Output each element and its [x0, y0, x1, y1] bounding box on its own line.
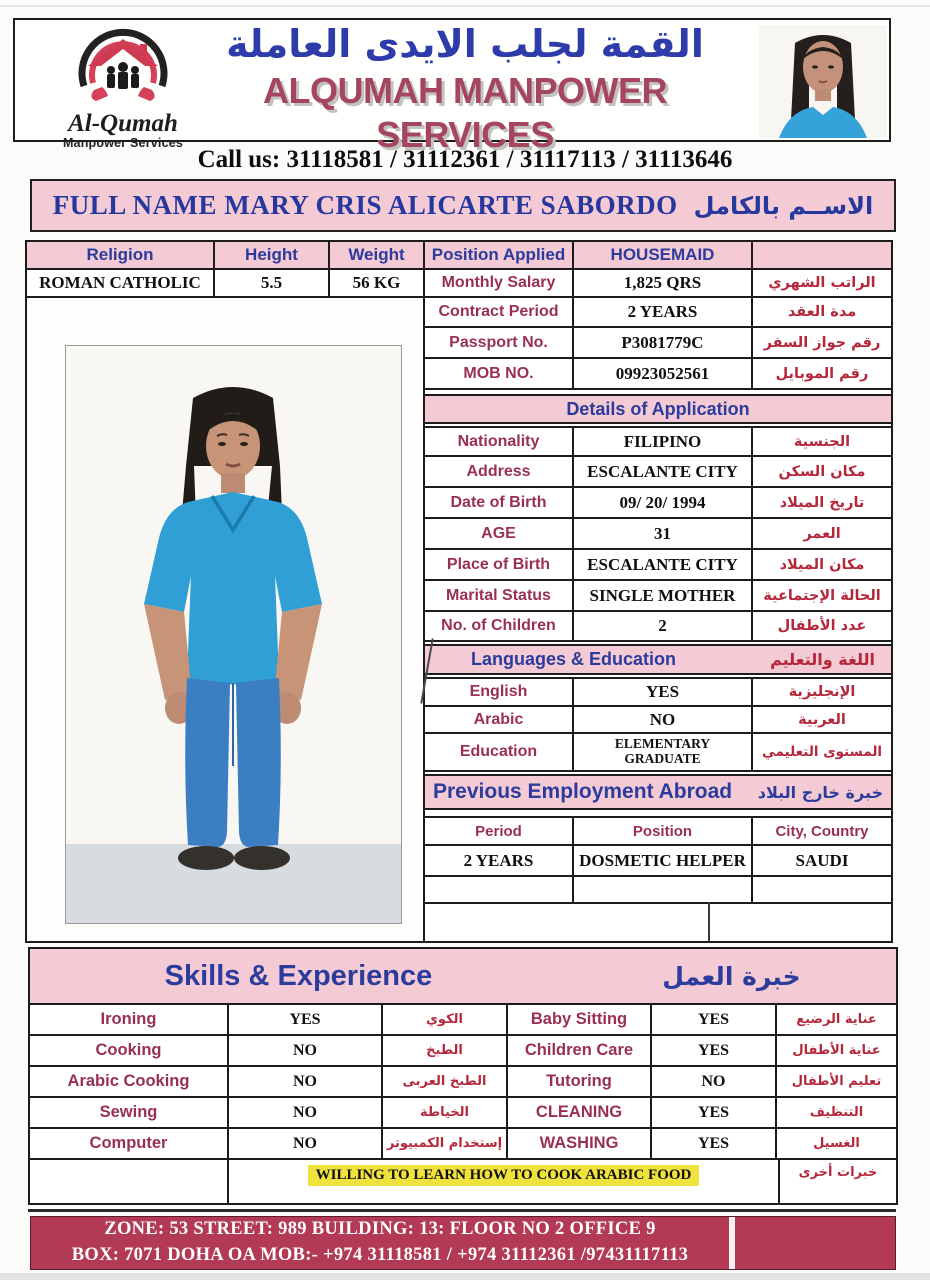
height-value: 5.5: [215, 270, 330, 298]
children-label: No. of Children: [425, 612, 574, 642]
children-arabic: عدد الأطفال: [753, 612, 891, 642]
footer-address-text: [31, 1217, 729, 1269]
contract-period-arabic: مدة العقد: [753, 298, 891, 328]
children-value: 2: [574, 612, 753, 642]
employment-empty-row: [425, 877, 891, 904]
employment-position-value: DOSMETIC HELPER: [574, 846, 753, 877]
skills-note-empty-cell: [30, 1160, 229, 1203]
skill-arabic: إستخدام الكمبيوتر: [383, 1129, 508, 1160]
header-cell-empty: [753, 242, 891, 270]
marital-status-row: [425, 581, 891, 612]
profile-header-row: [27, 242, 891, 270]
mobile-value: 09923052561: [574, 359, 753, 390]
employment-period-value: 2 YEARS: [425, 846, 574, 877]
skill-label: Arabic Cooking: [30, 1067, 229, 1098]
portrait-illustration: [759, 25, 887, 138]
languages-header-arabic: اللغة والتعليم: [770, 650, 875, 669]
english-arabic: الإنجليزية: [753, 679, 891, 707]
applicant-portrait-photo: [759, 25, 887, 138]
place-of-birth-row: [425, 550, 891, 581]
application-right-column: [425, 298, 891, 904]
religion-value: ROMAN CATHOLIC: [27, 270, 215, 298]
nationality-label: Nationality: [425, 428, 574, 457]
contract-period-label: Contract Period: [425, 298, 574, 328]
agency-logo-subtitle: Manpower Services: [62, 136, 184, 150]
skill-row-sewing: [30, 1098, 896, 1129]
date-of-birth-value: 09/ 20/ 1994: [574, 488, 753, 519]
arabic-label: Arabic: [425, 707, 574, 734]
nationality-arabic: الجنسية: [753, 428, 891, 457]
skill-value: YES: [652, 1129, 777, 1160]
skill-row-cooking: [30, 1036, 896, 1067]
footer-line2: BOX: 7071 DOHA OA MOB:- +974 31118581 / +974 31112361 /97431117113: [71, 1245, 689, 1265]
header-cell-weight: Weight: [330, 242, 425, 270]
skill-row-computer: [30, 1129, 896, 1160]
skills-header-arabic: خبرة العمل: [662, 961, 801, 991]
english-label: English: [425, 679, 574, 707]
call-us-line: Call us: 31118581 / 31112361 / 31117113 / 31113646: [197, 146, 733, 173]
skill-arabic: الطبخ: [383, 1036, 508, 1067]
skills-note-arabic: خبرات أخرى: [798, 1165, 878, 1180]
employment-empty-cell: [425, 877, 574, 904]
age-row: [425, 519, 891, 550]
arabic-value: NO: [574, 707, 753, 734]
contract-period-value: 2 YEARS: [574, 298, 753, 328]
place-of-birth-label: Place of Birth: [425, 550, 574, 581]
monthly-salary-arabic: الراتب الشهري: [753, 270, 891, 298]
skills-experience-table: [28, 947, 898, 1205]
place-of-birth-arabic: مكان الميلاد: [753, 550, 891, 581]
monthly-salary-label: Monthly Salary: [425, 270, 574, 298]
footer-address-bar: [30, 1216, 896, 1270]
employment-empty-cell: [574, 877, 753, 904]
languages-header-english: Languages & Education: [471, 649, 677, 669]
header-cell-position-applied: Position Applied: [425, 242, 574, 270]
agency-header: [13, 18, 891, 155]
age-label: AGE: [425, 519, 574, 550]
skill-value: NO: [229, 1129, 383, 1160]
employment-empty-cell: [753, 877, 891, 904]
education-value: ELEMENTARY GRADUATE: [574, 734, 753, 772]
skill-row-arabic-cooking: [30, 1067, 896, 1098]
mobile-label: MOB NO.: [425, 359, 574, 390]
skill-label: Sewing: [30, 1098, 229, 1129]
skills-note-row: [30, 1160, 896, 1203]
mobile-arabic: رقم الموبايل: [753, 359, 891, 390]
arabic-arabic: العربية: [753, 707, 891, 734]
skill-value: NO: [229, 1067, 383, 1098]
skill-label: WASHING: [508, 1129, 652, 1160]
skill-label: Cooking: [30, 1036, 229, 1067]
marital-status-arabic: الحالة الإجتماعية: [753, 581, 891, 612]
place-of-birth-value: ESCALANTE CITY: [574, 550, 753, 581]
skill-value: YES: [652, 1005, 777, 1036]
education-row: [425, 734, 891, 772]
full-body-photo: [65, 345, 402, 924]
nationality-value: FILIPINO: [574, 428, 753, 457]
application-table: [25, 240, 893, 943]
skill-arabic: الكوي: [383, 1005, 508, 1036]
skill-arabic: الخياطة: [383, 1098, 508, 1129]
details-of-application-header: [425, 394, 891, 424]
agency-logo-name: Al-Qumah: [68, 110, 178, 137]
mobile-row: [425, 359, 891, 390]
arabic-row: [425, 707, 891, 734]
education-arabic: المستوى التعليمي: [753, 734, 891, 772]
skill-label: Ironing: [30, 1005, 229, 1036]
nationality-row: [425, 426, 891, 457]
marital-status-value: SINGLE MOTHER: [574, 581, 753, 612]
agency-title-arabic: القمة لجلب الايدى العاملة: [226, 22, 704, 66]
previous-employment-header: [425, 774, 891, 810]
skill-value: YES: [229, 1005, 383, 1036]
full-name-bar: [30, 179, 896, 232]
skill-label: CLEANING: [508, 1098, 652, 1129]
skill-arabic: الطبخ العربى: [383, 1067, 508, 1098]
skill-value: YES: [652, 1036, 777, 1067]
employment-city-value: SAUDI: [753, 846, 891, 877]
skill-value: NO: [229, 1036, 383, 1067]
previous-employment-english: Previous Employment Abroad: [433, 780, 733, 803]
monthly-salary-value: 1,825 QRS: [574, 270, 753, 298]
scan-top-edge: [0, 5, 930, 7]
agency-title-english: ALQUMAH MANPOWER SERVICES: [263, 70, 667, 155]
agency-title: [195, 20, 735, 156]
children-row: [425, 612, 891, 642]
employment-col-period: Period: [425, 818, 574, 846]
employment-columns-row: [425, 816, 891, 846]
address-arabic: مكان السكن: [753, 457, 891, 488]
age-arabic: العمر: [753, 519, 891, 550]
age-value: 31: [574, 519, 753, 550]
skills-note-highlight: WILLING TO LEARN HOW TO COOK ARABIC FOOD: [308, 1165, 700, 1186]
footer-line1: ZONE: 53 STREET: 989 BUILDING: 13: FLOOR NO 2 OFFICE 9: [104, 1219, 656, 1240]
employment-data-row: [425, 846, 891, 877]
address-value: ESCALANTE CITY: [574, 457, 753, 488]
skill-value: NO: [229, 1098, 383, 1129]
agency-logo: [43, 24, 203, 150]
footer-top-line: [28, 1209, 896, 1212]
skill-arabic: الغسيل: [777, 1129, 896, 1160]
passport-arabic: رقم جواز السفر: [753, 328, 891, 359]
scan-artifact-line: [708, 902, 710, 941]
scan-bottom-edge: [0, 1273, 930, 1280]
address-row: [425, 457, 891, 488]
footer-divider: [729, 1217, 735, 1269]
skills-header-english: Skills & Experience: [164, 959, 433, 992]
passport-value: P3081779C: [574, 328, 753, 359]
employment-col-position: Position: [574, 818, 753, 846]
english-value: YES: [574, 679, 753, 707]
header-cell-housemaid: HOUSEMAID: [574, 242, 753, 270]
skill-label: Children Care: [508, 1036, 652, 1067]
passport-row: [425, 328, 891, 359]
address-label: Address: [425, 457, 574, 488]
date-of-birth-row: [425, 488, 891, 519]
date-of-birth-label: Date of Birth: [425, 488, 574, 519]
agency-logo-icon: [64, 24, 182, 106]
profile-values-row: [27, 270, 891, 298]
full-name-arabic: الاســم بالكامل: [693, 191, 874, 220]
marital-status-label: Marital Status: [425, 581, 574, 612]
skill-arabic: عناية الرضيع: [777, 1005, 896, 1036]
skill-arabic: التنظيف: [777, 1098, 896, 1129]
date-of-birth-arabic: تاريخ الميلاد: [753, 488, 891, 519]
contract-period-row: [425, 298, 891, 328]
full-body-illustration: [66, 346, 401, 923]
header-cell-height: Height: [215, 242, 330, 270]
full-name-english: FULL NAME MARY CRIS ALICARTE SABORDO: [52, 190, 678, 220]
previous-employment-arabic: خبرة خارج البلاد: [757, 782, 883, 802]
full-body-photo-cell: [27, 298, 425, 941]
languages-education-header: [425, 644, 891, 675]
skills-header: [30, 949, 896, 1005]
skills-note-cell: [229, 1160, 780, 1203]
header-cell-religion: Religion: [27, 242, 215, 270]
weight-value: 56 KG: [330, 270, 425, 298]
skill-value: NO: [652, 1067, 777, 1098]
passport-label: Passport No.: [425, 328, 574, 359]
skill-arabic: عناية الأطفال: [777, 1036, 896, 1067]
english-row: [425, 677, 891, 707]
employment-col-city: City, Country: [753, 818, 891, 846]
details-header-text: Details of Application: [566, 398, 750, 419]
skill-label: Computer: [30, 1129, 229, 1160]
skill-row-ironing: [30, 1005, 896, 1036]
skill-label: Baby Sitting: [508, 1005, 652, 1036]
education-label: Education: [425, 734, 574, 772]
skill-arabic: تعليم الأطفال: [777, 1067, 896, 1098]
skill-label: Tutoring: [508, 1067, 652, 1098]
skill-value: YES: [652, 1098, 777, 1129]
